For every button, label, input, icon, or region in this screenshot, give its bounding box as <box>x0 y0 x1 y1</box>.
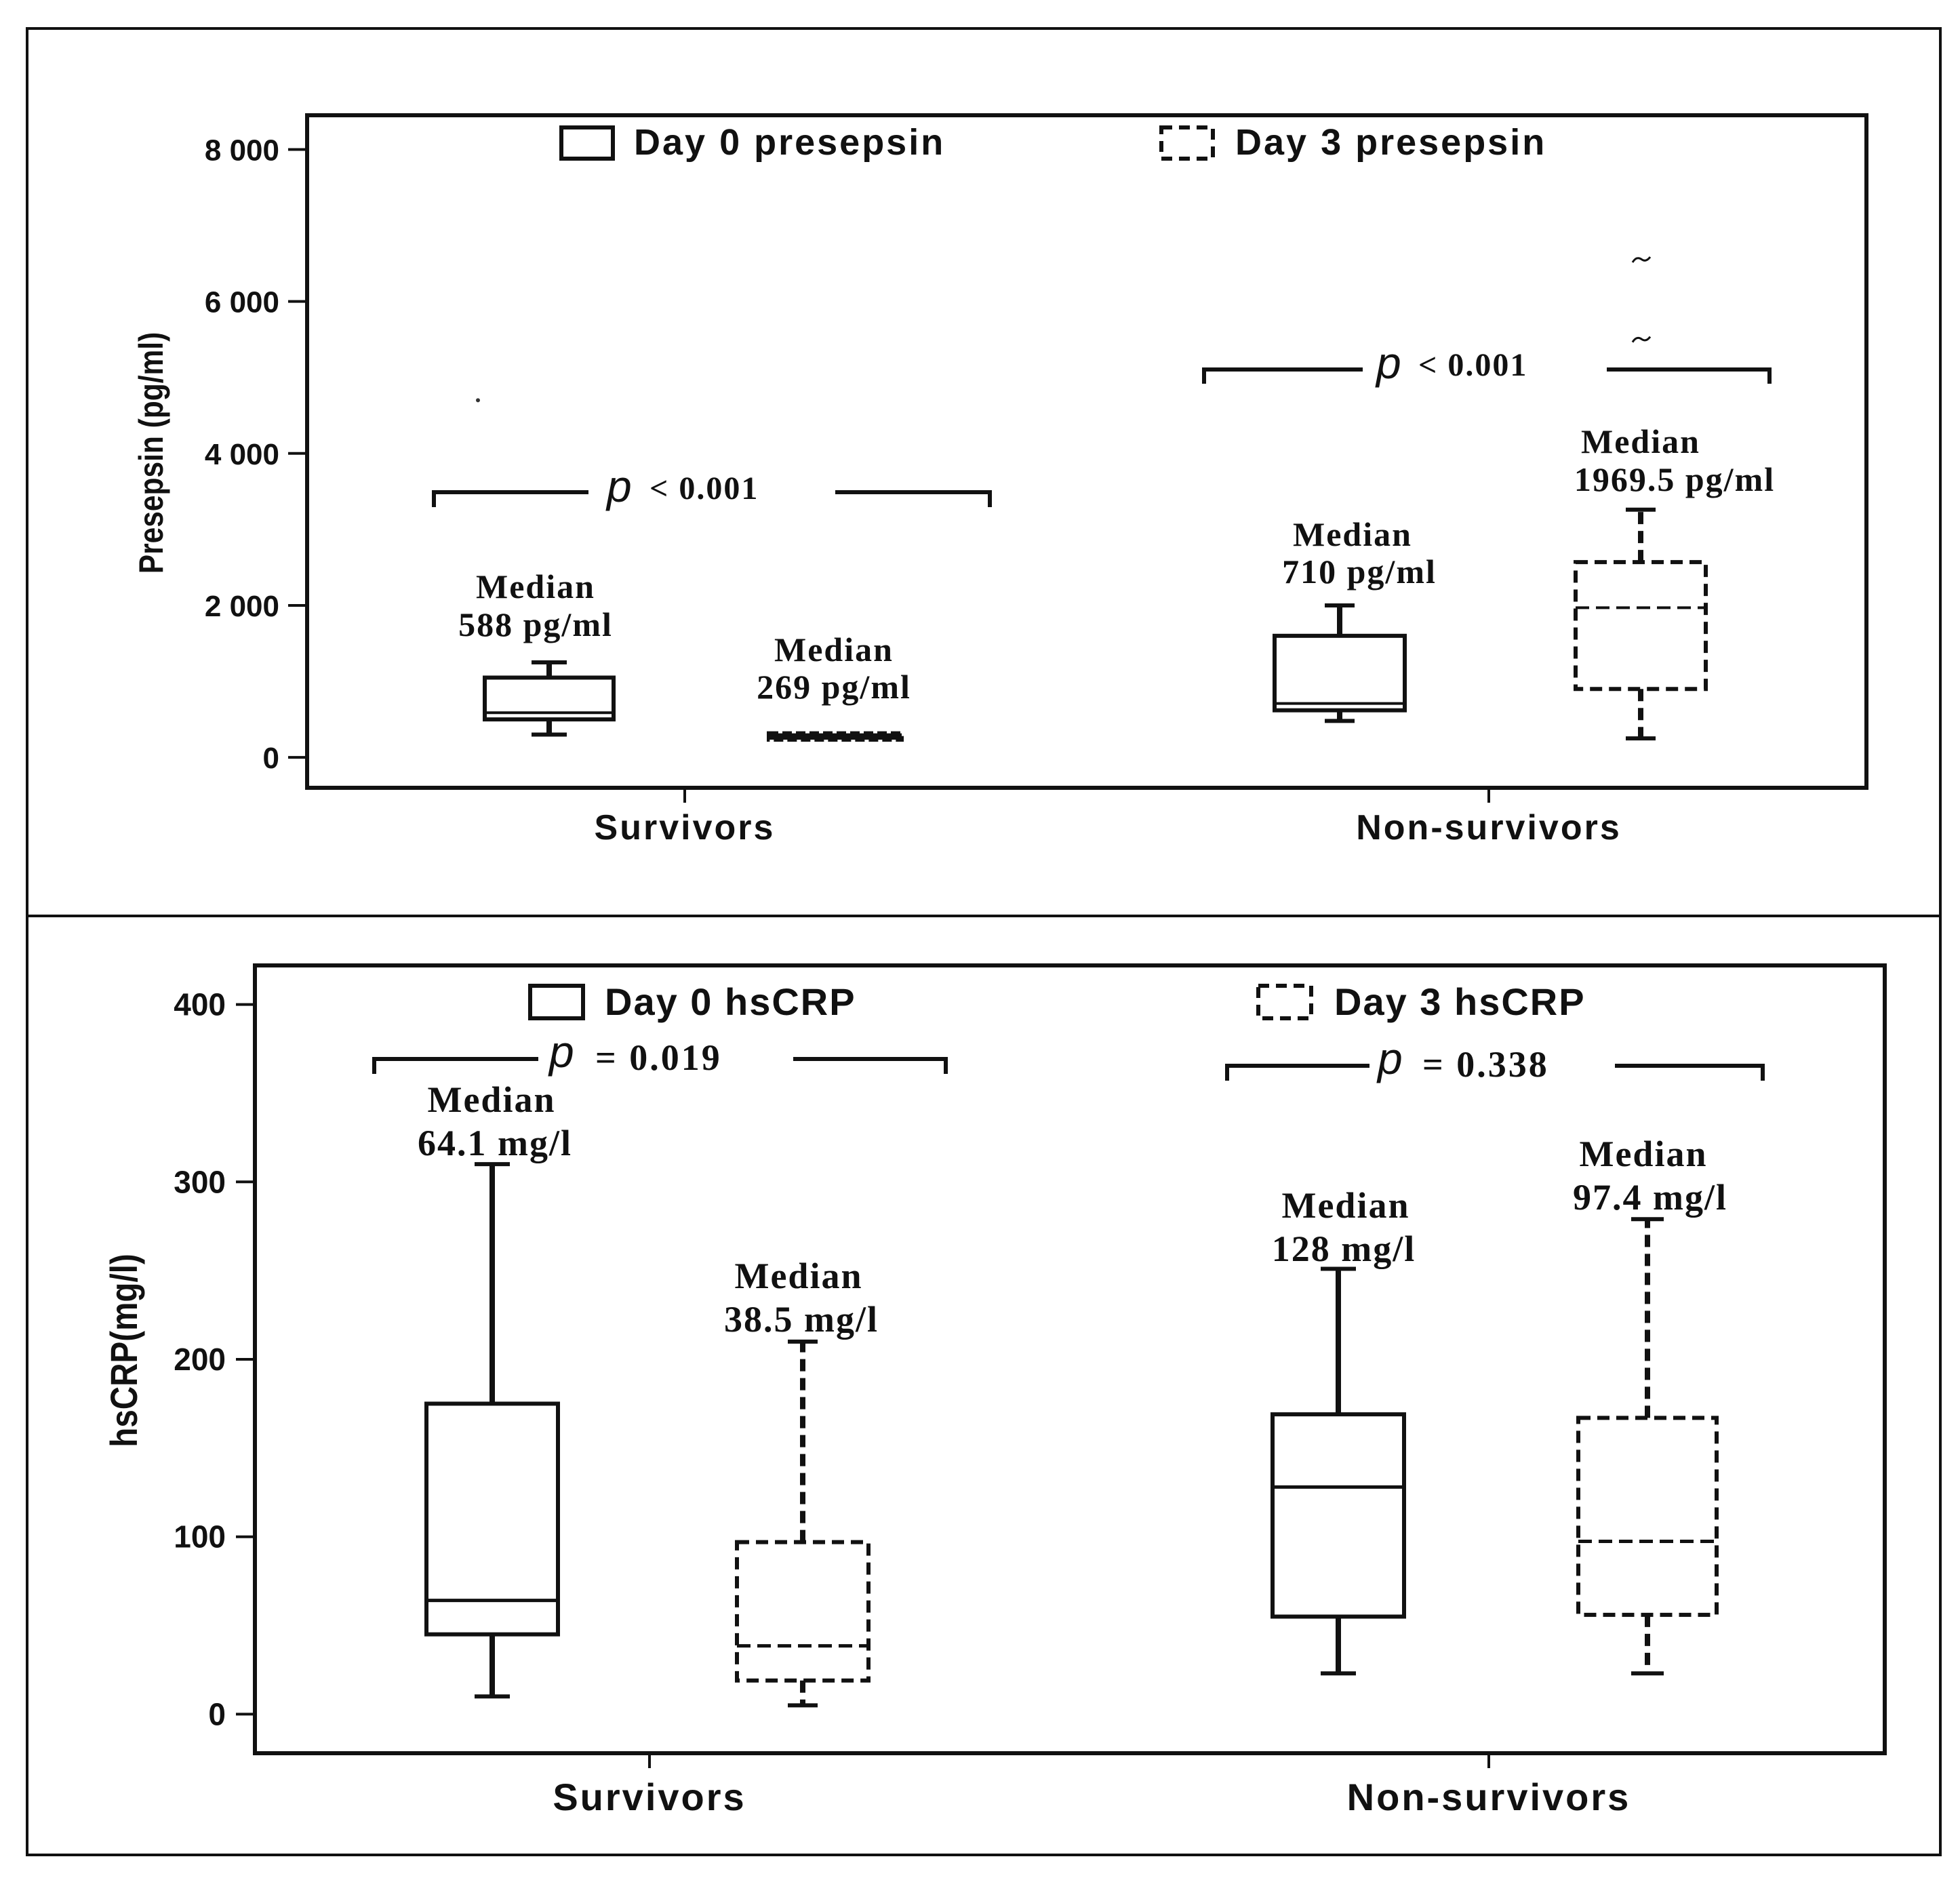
median-annotation-title: Median <box>476 567 595 605</box>
significance-bracket-non-survivors <box>1227 1033 1763 1085</box>
outlier-marker <box>1633 257 1650 262</box>
median-annotation-value: 97.4 mg/l <box>1573 1177 1727 1218</box>
box-day0-non-survivors <box>1273 1269 1404 1674</box>
median-annotation-title: Median <box>1293 515 1412 553</box>
median-annotation-value: 1969.5 pg/ml <box>1574 460 1776 498</box>
y-tick-label: 6 000 <box>204 285 279 319</box>
y-tick-label: 2 000 <box>204 589 279 623</box>
significance-bracket-survivors <box>434 461 990 511</box>
box-day3-survivors <box>769 734 902 740</box>
y-tick-label: 0 <box>208 1696 226 1732</box>
outlier-marker <box>476 398 480 402</box>
legend-label: Day 3 hsCRP <box>1334 980 1586 1023</box>
p-symbol: p <box>1378 1033 1403 1083</box>
median-annotation-value: 269 pg/ml <box>757 668 911 706</box>
median-annotation-title: Median <box>427 1079 556 1120</box>
box-iqr <box>1576 562 1706 689</box>
outlier-marker <box>1633 337 1650 342</box>
median-annotation-value: 128 mg/l <box>1271 1228 1416 1269</box>
significance-bracket-survivors <box>374 1026 946 1078</box>
y-tick-label: 8 000 <box>204 134 279 167</box>
median-annotation-title: Median <box>774 631 894 668</box>
significance-bracket-non-survivors <box>1204 338 1769 388</box>
box-day0-survivors <box>476 398 614 734</box>
p-symbol: p <box>607 461 632 511</box>
legend-label: Day 0 hsCRP <box>605 980 856 1023</box>
x-tick-label: Non-survivors <box>1356 808 1622 847</box>
median-annotation-title: Median <box>734 1256 863 1296</box>
box-day3-non-survivors <box>1578 1219 1717 1673</box>
x-tick-label: Survivors <box>594 808 776 847</box>
legend-swatch-solid <box>530 986 583 1018</box>
presepsin-legend <box>561 122 1546 163</box>
y-tick-label: 4 000 <box>204 437 279 471</box>
hscrp-y-axis <box>103 987 255 1732</box>
legend-swatch-solid <box>561 127 613 159</box>
median-annotation-value: 710 pg/ml <box>1282 553 1437 591</box>
y-tick-label: 200 <box>174 1342 226 1377</box>
box-iqr <box>1578 1418 1717 1615</box>
median-annotation-value: 38.5 mg/l <box>724 1299 879 1340</box>
box-iqr <box>737 1542 868 1681</box>
p-symbol: p <box>1376 338 1401 388</box>
box-day3-survivors <box>737 1342 868 1706</box>
hscrp-legend <box>530 980 1586 1023</box>
legend-swatch-dashed <box>1161 127 1213 159</box>
box-iqr <box>1275 636 1405 711</box>
presepsin-panel <box>132 115 1866 847</box>
median-annotation-value: 588 pg/ml <box>458 605 613 643</box>
y-axis-label: hsCRP(mg/l) <box>103 1254 146 1447</box>
p-value: < 0.001 <box>1418 347 1528 383</box>
hscrp-panel <box>103 965 1885 1818</box>
y-tick-label: 300 <box>174 1164 226 1200</box>
y-tick-label: 400 <box>174 986 226 1022</box>
median-annotation-title: Median <box>1581 422 1700 460</box>
presepsin-y-axis <box>132 134 307 775</box>
median-annotation-value: 64.1 mg/l <box>418 1123 572 1163</box>
outer-frame <box>27 28 1940 1855</box>
box-iqr <box>1273 1414 1404 1616</box>
y-tick-label: 100 <box>174 1519 226 1555</box>
x-tick-label: Non-survivors <box>1346 1776 1631 1818</box>
legend-label: Day 3 presepsin <box>1235 122 1547 163</box>
box-day0-survivors <box>426 1164 558 1696</box>
x-tick-label: Survivors <box>553 1776 746 1818</box>
p-value: < 0.001 <box>649 471 759 506</box>
median-annotation-title: Median <box>1281 1185 1410 1226</box>
median-annotation-title: Median <box>1579 1134 1708 1174</box>
y-tick-label: 0 <box>262 742 279 776</box>
p-value: = 0.338 <box>1422 1044 1549 1085</box>
legend-label: Day 0 presepsin <box>634 122 946 163</box>
y-axis-label: Presepsin (pg/ml) <box>132 332 170 574</box>
p-value: = 0.019 <box>595 1037 722 1078</box>
box-day0-non-survivors <box>1275 605 1405 721</box>
legend-swatch-dashed <box>1258 986 1311 1018</box>
p-symbol: p <box>549 1026 574 1077</box>
